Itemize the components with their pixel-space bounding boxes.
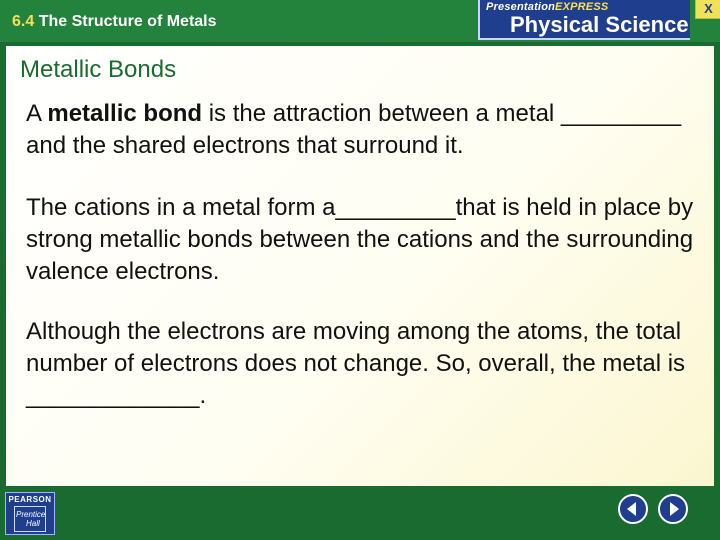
section-title [12,13,217,31]
logo-emblem [14,506,46,532]
brand-express: EXPRESS [555,1,609,13]
pearson-logo [5,492,55,535]
brand-title: Physical Science [510,12,689,37]
brand-presentation: Presentation [486,1,556,13]
logo-pearson-text: PEARSON [8,495,52,504]
footer-bar [0,486,720,540]
previous-slide-button[interactable] [618,494,648,524]
paragraph-electrons: Although the electrons are moving among the atoms, the total number of electrons does not change. So, overall, the metal is _____________. [26,318,686,409]
next-slide-button[interactable] [658,494,688,524]
slide-heading: Metallic Bonds [20,56,177,83]
brand-logo [478,0,690,40]
logo-hall: Hall [26,519,40,528]
section-number: 6.4 [12,13,35,30]
chevron-left-icon [620,496,646,522]
close-button[interactable]: X [695,0,720,19]
paragraph-metallic-bond [26,98,696,162]
content-area [6,46,714,486]
p1-rest: is the attraction between a metal _________ and the shared electrons that surround it. [26,100,682,159]
chevron-right-icon [660,496,686,522]
logo-prentice: Prentice [16,510,46,519]
paragraph-cations: The cations in a metal form a_________that is held in place by strong metallic bonds between the cations and the surrounding valence electrons. [26,194,694,285]
section-title-text: The Structure of Metals [38,13,217,30]
p1-intro: A [26,100,48,127]
logo-prentice-hall [16,510,45,528]
term-metallic-bond: metallic bond [47,100,203,127]
header-bar [0,0,720,42]
